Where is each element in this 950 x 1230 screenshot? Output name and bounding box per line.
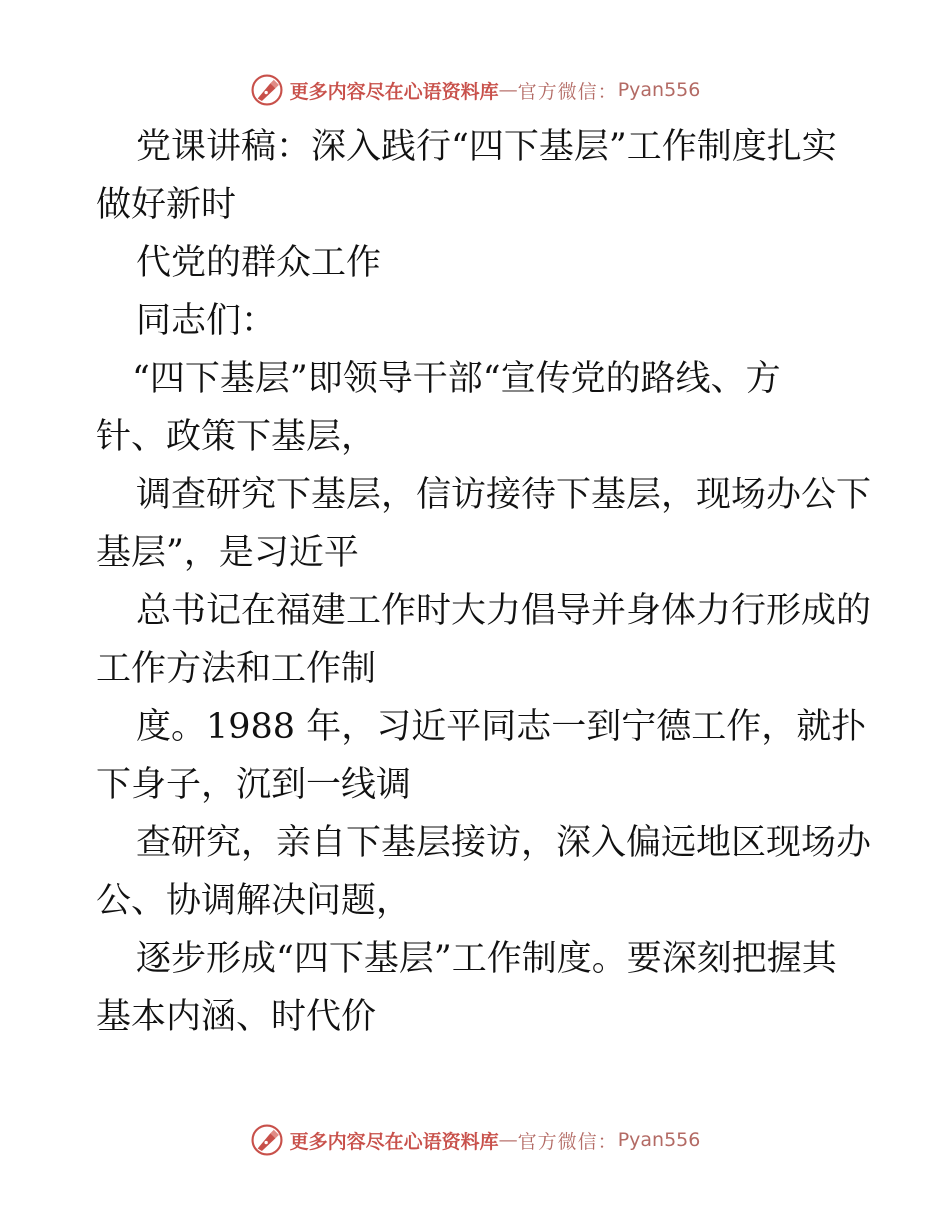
title-line-2: 做好新时 bbox=[96, 185, 237, 225]
paragraph-line: 总书记在福建工作时大力倡导并身体力行形成的 bbox=[136, 591, 872, 631]
watermark-separator: — bbox=[498, 1129, 518, 1151]
paragraph-line: “四下基层”即领导干部“宣传党的路线、方 bbox=[132, 359, 781, 399]
paragraph-line: 工作方法和工作制 bbox=[96, 649, 377, 689]
watermark-library: 更多内容尽在心语资料库 bbox=[289, 1130, 499, 1153]
paragraph-line: 针、政策下基层， bbox=[96, 417, 377, 457]
watermark-wechat-label: 官方微信： bbox=[517, 80, 618, 103]
paragraph-line: 调查研究下基层，信访接待下基层，现场办公下 bbox=[136, 475, 872, 515]
paragraph-line: 基本内涵、时代价 bbox=[96, 997, 377, 1037]
watermark-footer bbox=[0, 1120, 950, 1160]
document-body bbox=[96, 118, 872, 1046]
paragraph-line: 公、协调解决问题， bbox=[96, 881, 412, 921]
salutation: 同志们： bbox=[136, 301, 277, 341]
watermark-text bbox=[290, 1127, 701, 1154]
paragraph-line: 度。1988 年，习近平同志一到宁德工作，就扑 bbox=[136, 707, 867, 747]
watermark-header bbox=[0, 70, 950, 110]
watermark-wechat-label: 官方微信： bbox=[517, 1130, 618, 1153]
paragraph-line: 查研究，亲自下基层接访，深入偏远地区现场办 bbox=[136, 823, 872, 863]
watermark-separator: — bbox=[498, 79, 518, 101]
watermark-wechat-id: Pyan556 bbox=[617, 1129, 701, 1151]
pen-nib-logo-icon bbox=[250, 1123, 284, 1157]
paragraph-line: 基层”，是习近平 bbox=[96, 533, 359, 573]
watermark-wechat-id: Pyan556 bbox=[617, 79, 701, 101]
watermark-library: 更多内容尽在心语资料库 bbox=[289, 80, 499, 103]
title-line-1: 党课讲稿：深入践行“四下基层”工作制度扎实 bbox=[136, 127, 837, 167]
paragraph-line: 下身子，沉到一线调 bbox=[96, 765, 412, 805]
pen-nib-logo-icon bbox=[250, 73, 284, 107]
paragraph-line: 逐步形成“四下基层”工作制度。要深刻把握其 bbox=[136, 939, 837, 979]
title-line-3: 代党的群众工作 bbox=[136, 243, 382, 283]
watermark-text bbox=[290, 77, 701, 104]
